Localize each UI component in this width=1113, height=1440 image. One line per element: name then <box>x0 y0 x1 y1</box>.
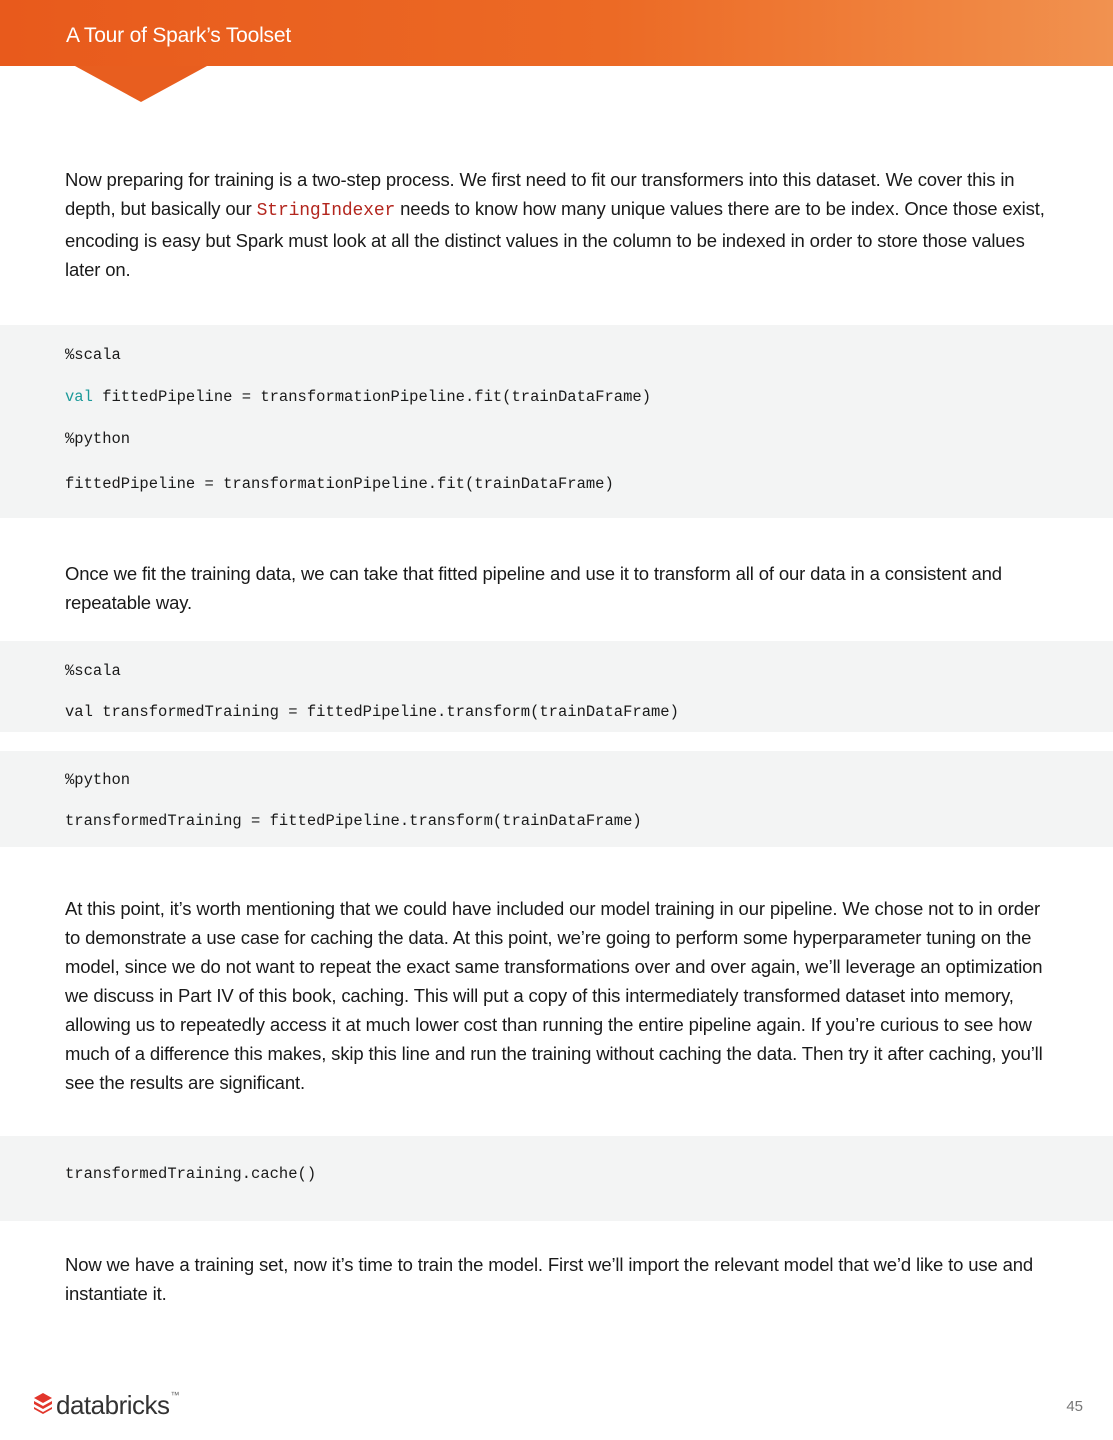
code-line: %scala <box>65 662 121 680</box>
code-keyword: val <box>65 388 93 406</box>
code-block-transform-scala <box>0 641 1113 732</box>
code-block-fit <box>0 325 1113 518</box>
code-line: transformedTraining = fittedPipeline.transform(trainDataFrame) <box>65 812 642 830</box>
paragraph-transform-intro: Once we fit the training data, we can take that fitted pipeline and use it to transform all of our data in a consistent and repeatable way. <box>65 563 1002 613</box>
header-title: A Tour of Spark’s Toolset <box>66 24 291 47</box>
code-line: %python <box>65 771 131 789</box>
databricks-logo-icon <box>33 1392 53 1419</box>
logo-wordmark: databricks <box>56 1390 170 1420</box>
paragraph-text: needs to know how many unique values there are to be index. Once those exist, encoding is easy but Spark must look at all the distinct values in the column to be indexed in order to store those values later on. <box>65 198 1045 280</box>
paragraph-fit-intro <box>65 165 1055 284</box>
paragraph-caching: At this point, it’s worth mentioning that we could have included our model training in our pipeline. We chose not to in order to demonstrate a use case for caching the data. At this point, we’re going to perform some hyperparameter tuning on the model, since we do not want to repeat the exact same transformations over and over again, we’ll leverage an optimization we discuss in Part IV of this book, caching. This will put a copy of this intermediately transformed dataset into memory, allowing us to repeatedly access it at much lower cost than running the entire pipeline again. If you’re curious to see how much of a difference this makes, skip this line and run the training without caching the data. Then try it after caching, you’ll see the results are significant. <box>65 898 1043 1093</box>
page-number: 45 <box>1066 1398 1083 1415</box>
code-block-cache <box>0 1136 1113 1221</box>
trademark: ™ <box>170 1390 179 1400</box>
code-line: %scala <box>65 346 121 364</box>
code-line: fittedPipeline = transformationPipeline.fit(trainDataFrame) <box>65 475 614 493</box>
header-notch <box>75 66 207 102</box>
footer-logo <box>33 1390 179 1421</box>
inline-code-stringindexer: StringIndexer <box>256 201 396 221</box>
page-header <box>0 0 1113 66</box>
code-line <box>65 388 651 406</box>
paragraph-text: Now preparing for training is a two-step process. We first need to fit our transformers into this dataset. We cover this in depth, but basically our <box>65 169 1015 219</box>
code-block-transform-python <box>0 751 1113 847</box>
logo-text <box>56 1390 179 1421</box>
code-line: val transformedTraining = fittedPipeline.transform(trainDataFrame) <box>65 703 679 721</box>
code-line: transformedTraining.cache() <box>65 1165 317 1183</box>
code-text: fittedPipeline = transformationPipeline.fit(trainDataFrame) <box>92 388 651 406</box>
paragraph-train-model: Now we have a training set, now it’s time to train the model. First we’ll import the relevant model that we’d like to use and instantiate it. <box>65 1254 1034 1304</box>
code-line: %python <box>65 430 131 448</box>
